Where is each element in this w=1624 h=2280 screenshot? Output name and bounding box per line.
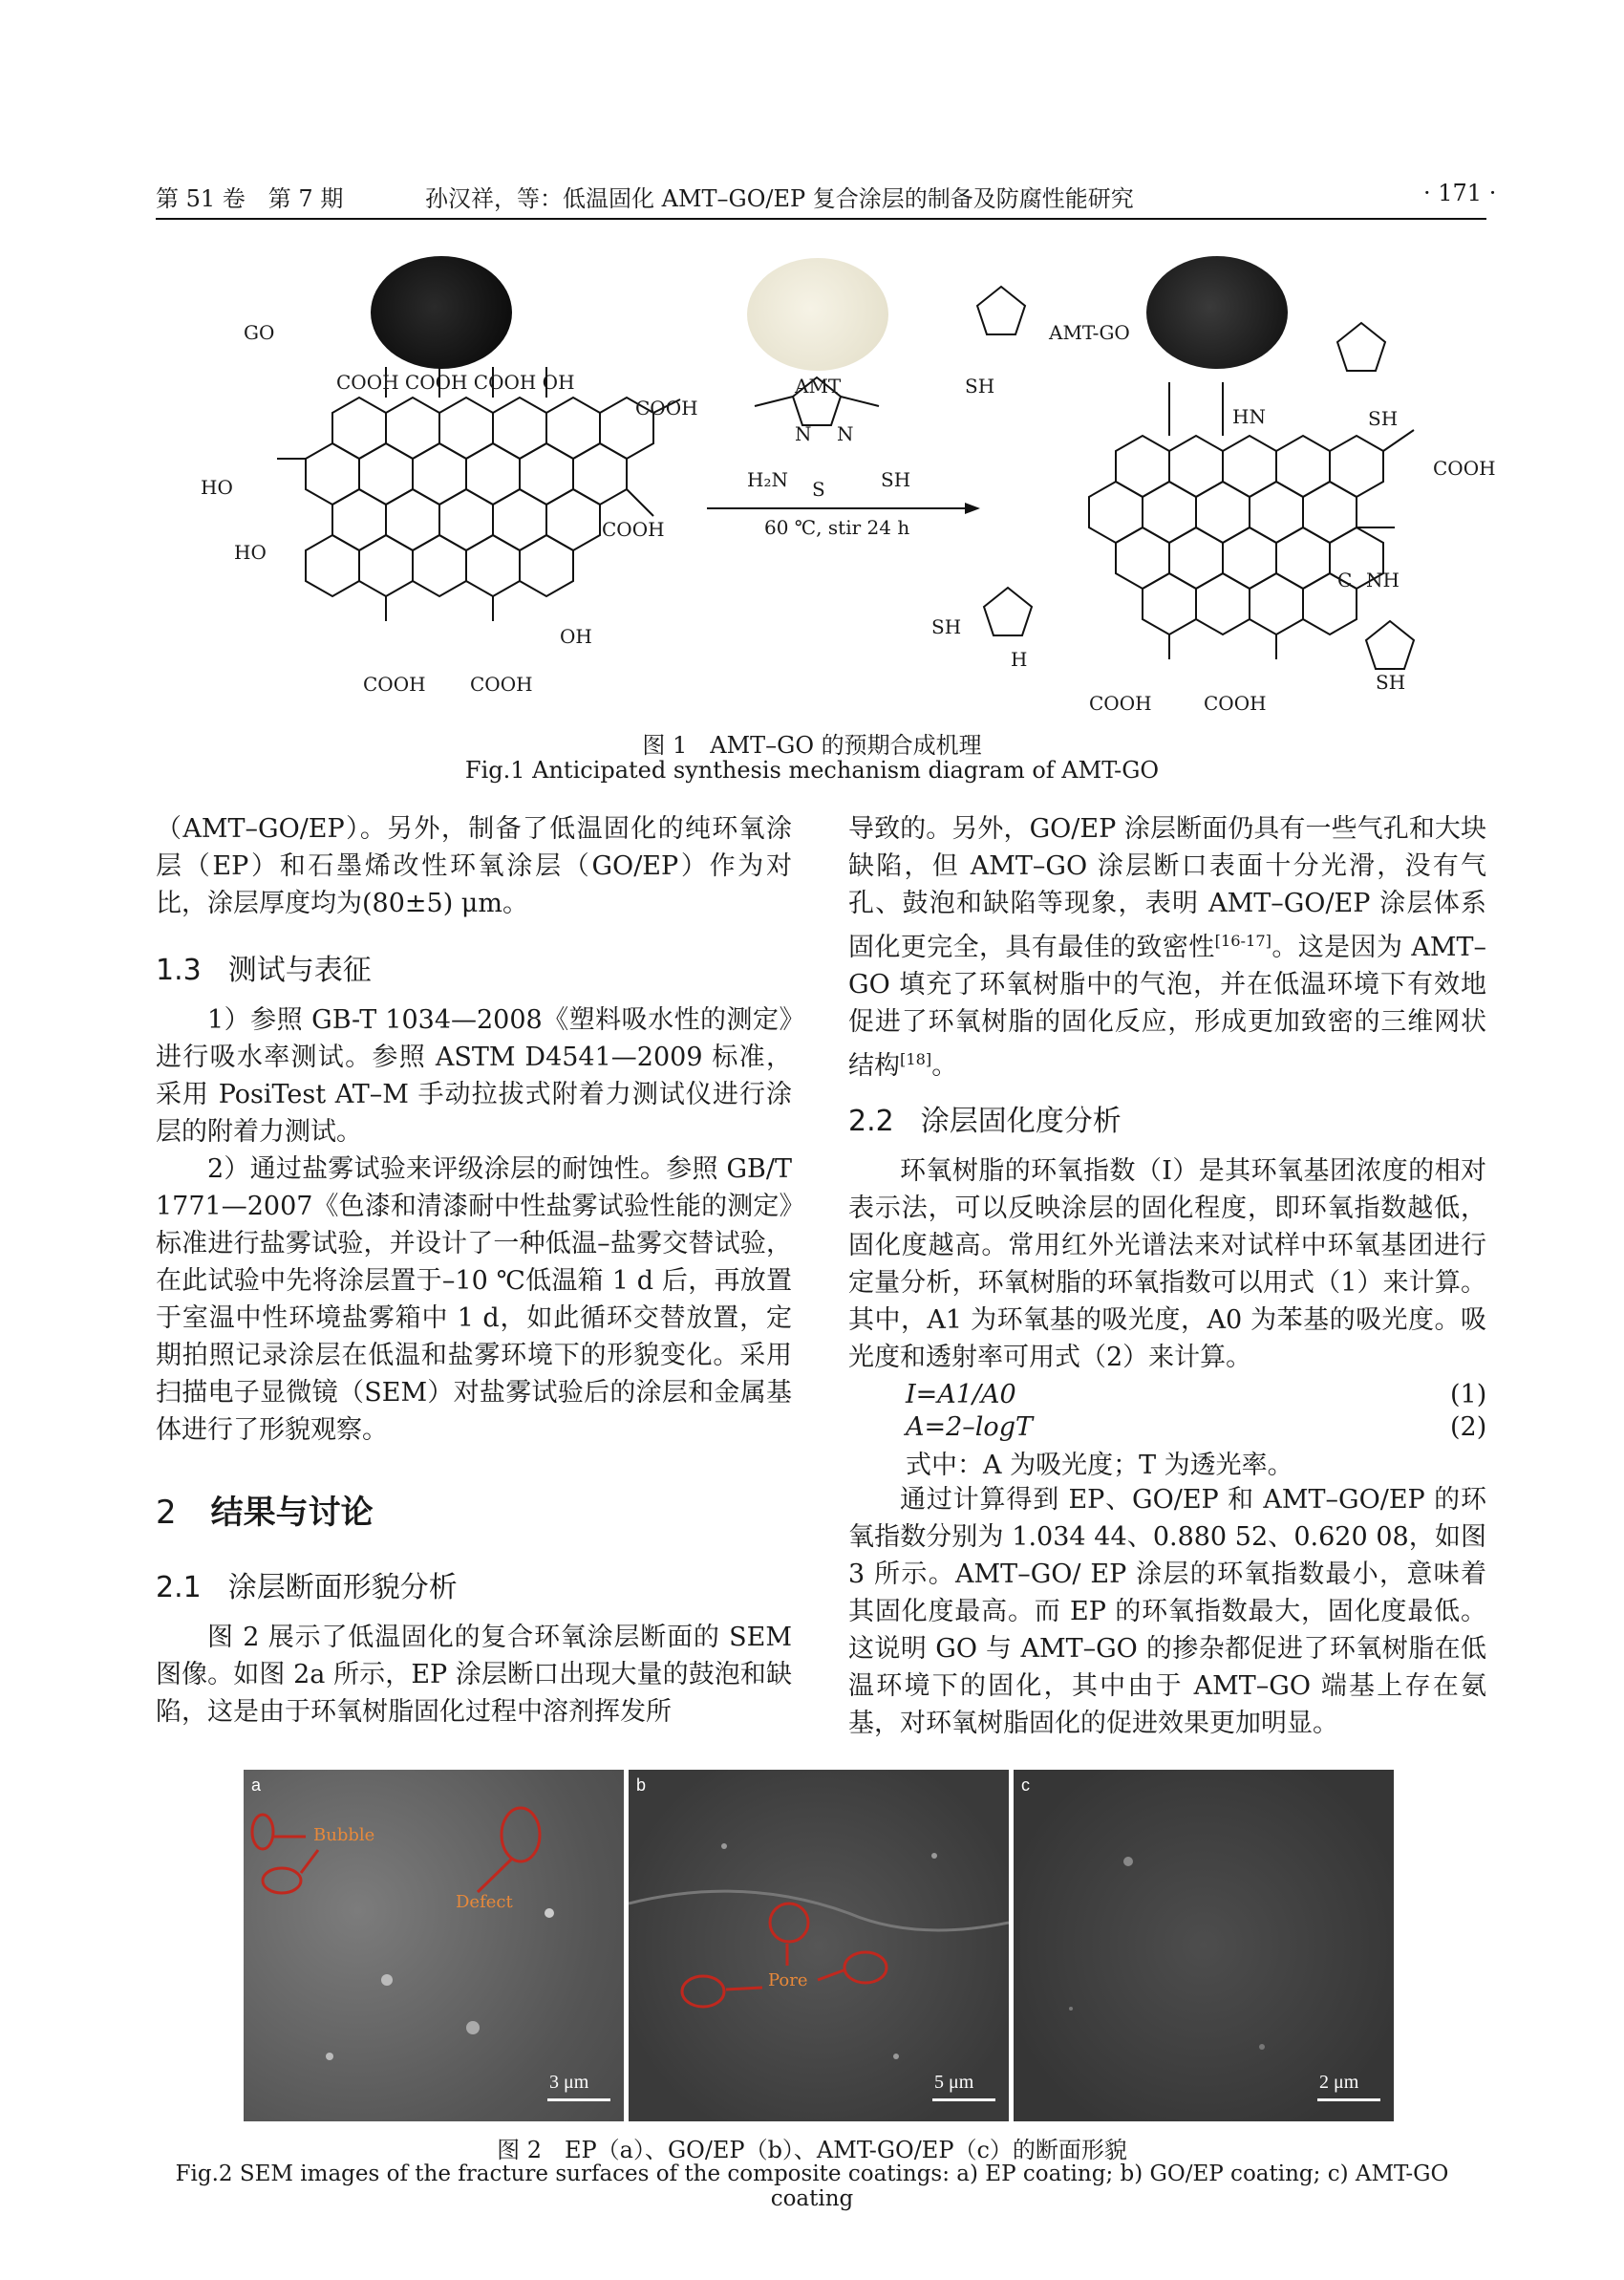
header-rule xyxy=(156,218,1486,220)
sem-image-a xyxy=(244,1770,624,2121)
sem-image-c xyxy=(1014,1770,1394,2121)
left-intro xyxy=(156,810,792,922)
go-structure xyxy=(277,367,680,621)
section-number: 2.1 xyxy=(156,1571,202,1604)
citation[interactable]: [18] xyxy=(900,1050,932,1068)
sem-a-annotations xyxy=(244,1770,624,2121)
amtgo-sh-top: SH xyxy=(965,375,995,398)
amt-left-ring xyxy=(977,287,1025,334)
paragraph-results: 通过计算得到 EP、GO/EP 和 AMT–GO/EP 的环氧指数分别为 1.034 44、0.880 52、0.620 08，如图 3 所示。AMT–GO/ EP 涂层的环氧指数最小，意味着其固化度最高。而 EP 的环氧指数最大，固化度最低。这说明 GO 与 AMT–GO 的掺杂都促进了环氧树脂在低温环境下的固化，其中由于 AMT–GO 端基上存在氨基，对环氧树脂固化的促进效果更加明显。 xyxy=(848,1485,1486,1738)
citation[interactable]: [16-17] xyxy=(1214,932,1271,950)
paragraph-test-1: 1）参照 GB-T 1034—2008《塑料吸水性的测定》进行吸水率测试。参照 ASTM D4541—2009 标准，采用 PosiTest AT–M 手动拉拔式附着力测试仪进行涂层的附着力测试。 xyxy=(156,1005,792,1147)
section-2-2-body xyxy=(848,1152,1486,1376)
amtgo-cooh-right: COOH xyxy=(1433,457,1496,480)
left-intro-text: （AMT–GO/EP）。另外，制备了低温固化的纯环氧涂层（EP）和石墨烯改性环氧涂层（GO/EP）作为对比，涂层厚度均为(80±5) μm。 xyxy=(156,814,792,918)
figure-2-caption-en: Fig.2 SEM images of the fracture surfaces of the composite coatings: a) EP coating; b) GO/EP coating; c) AMT-GO coating xyxy=(175,2162,1449,2211)
equation-note-text: 式中：A 为吸光度；T 为透光率。 xyxy=(906,1451,1293,1480)
figure-1-caption-cn: 图 1 AMT–GO 的预期合成机理 xyxy=(642,732,982,759)
equation-2: A=2–logT xyxy=(906,1412,1033,1442)
reaction-conditions: 60 ℃, stir 24 h xyxy=(764,516,910,539)
section-2-2-heading xyxy=(848,1097,1122,1139)
amtgo-cooh-bottom-2: COOH xyxy=(1204,692,1267,715)
amtgo-nh: NH xyxy=(1366,569,1400,592)
text-run: 导致的。另外，GO/EP 涂层断面仍具有一些气孔和大块缺陷，但 AMT–GO 涂层断口表面十分光滑，没有气孔、鼓泡和缺陷等现象，表明 AMT–GO/EP 涂层体系固化更完全，具有最佳的致密性 xyxy=(848,814,1486,962)
h2n-label: H₂N xyxy=(747,468,788,491)
scale-bar xyxy=(1317,2098,1380,2101)
section-title: 涂层断面形貌分析 xyxy=(227,1571,458,1604)
amtgo-c: C xyxy=(1337,569,1353,592)
sh-label: SH xyxy=(881,468,911,491)
scheme-svg xyxy=(191,239,1462,726)
n-label-2: N xyxy=(837,422,854,445)
section-2-2-results xyxy=(848,1481,1486,1742)
n-label-1: N xyxy=(795,422,812,445)
scale-bar xyxy=(547,2098,610,2101)
figure-1-caption-en: Fig.1 Anticipated synthesis mechanism diagram of AMT-GO xyxy=(464,757,1160,784)
section-1-3-heading xyxy=(156,946,372,988)
section-title: 结果与讨论 xyxy=(210,1494,374,1532)
scale-label: 5 μm xyxy=(934,2072,974,2093)
amt-bottom-right-ring xyxy=(1366,621,1414,669)
amtgo-sh-left: SH xyxy=(931,615,962,638)
amtgo-sh-right: SH xyxy=(1368,407,1399,430)
bubble-label: Bubble xyxy=(313,1825,375,1845)
amt-right-ring xyxy=(1337,323,1385,371)
go-ho-lower: HO xyxy=(234,541,267,564)
go-cooh-right: COOH xyxy=(635,397,698,419)
s-label: S xyxy=(812,478,825,501)
amtgo-hn: HN xyxy=(1232,405,1266,428)
paragraph-test-2: 2）通过盐雾试验来评级涂层的耐蚀性。参照 GB/T 1771—2007《色漆和清漆耐中性盐雾试验性能的测定》标准进行盐雾试验，并设计了一种低温–盐雾交替试验，在此试验中先将涂层置于–10 ℃低温箱 1 d 后，再放置于室温中性环境盐雾箱中 1 d，如此循环交替放置，定期拍照记录涂层在低温和盐雾环境下的形貌变化。采用扫描电子显微镜（SEM）对盐雾试验后的涂层和金属基体进行了形貌观察。 xyxy=(156,1154,792,1445)
pore-label: Pore xyxy=(768,1970,808,1990)
section-2-1-body xyxy=(156,1619,792,1731)
section-number: 1.3 xyxy=(156,954,202,987)
defect-label: Defect xyxy=(456,1892,513,1912)
paragraph-fracture: 图 2 展示了低温固化的复合环氧涂层断面的 SEM 图像。如图 2a 所示，EP 涂层断口出现大量的鼓泡和缺陷，这是由于环氧树脂固化过程中溶剂挥发所 xyxy=(156,1623,792,1727)
equation-note xyxy=(906,1447,1486,1484)
sem-image-b xyxy=(629,1770,1009,2121)
section-title: 测试与表征 xyxy=(227,954,372,987)
panel-label: c xyxy=(1021,1775,1030,1795)
text-run: 。这是因为 AMT–GO 填充了环氧树脂中的气泡，并在低温环境下有效地促进了环氧树脂的固化反应，形成更加致密的三维网状结构 xyxy=(848,933,1486,1081)
section-1-3-body xyxy=(156,1001,792,1449)
equation-1-number: (1) xyxy=(1450,1380,1487,1409)
amt-go-label: AMT-GO xyxy=(1049,321,1130,344)
paragraph-continued xyxy=(848,810,1486,1085)
sem-b-annotations xyxy=(629,1770,1009,2121)
paragraph-epoxy-index: 环氧树脂的环氧指数（I）是其环氧基团浓度的相对表示法，可以反映涂层的固化程度，即环氧指数越低，固化度越高。常用红外光谱法来对试样中环氧基团进行定量分析，环氧树脂的环氧指数可以用式（1）来计算。其中，A1 为环氧基的吸光度，A0 为苯基的吸光度。吸光度和透射率可用式（2）来计算。 xyxy=(848,1156,1486,1372)
panel-label: a xyxy=(251,1775,262,1795)
go-ho-left: HO xyxy=(201,476,233,499)
equation-1: I=A1/A0 xyxy=(906,1380,1016,1409)
text-run: 。 xyxy=(931,1051,958,1081)
go-cooh-row: COOH COOH COOH OH xyxy=(336,371,575,394)
sem-c-marks xyxy=(1014,1770,1394,2121)
amtgo-sh-bottom: SH xyxy=(1376,671,1406,694)
scale-label: 2 μm xyxy=(1319,2072,1359,2093)
header-page: · 171 · xyxy=(1423,180,1497,206)
section-2-heading xyxy=(156,1486,374,1533)
go-label: GO xyxy=(244,321,275,344)
go-cooh-bottom-2: COOH xyxy=(470,673,533,696)
go-cooh-bottom-1: COOH xyxy=(363,673,426,696)
section-2-1-heading xyxy=(156,1563,458,1605)
go-oh-bottom: OH xyxy=(560,625,592,648)
section-number: 2 xyxy=(156,1494,177,1532)
scale-label: 3 μm xyxy=(549,2072,589,2093)
right-continued xyxy=(848,810,1486,1085)
equation-2-number: (2) xyxy=(1450,1412,1487,1442)
section-title: 涂层固化度分析 xyxy=(920,1105,1122,1138)
amt-label: AMT xyxy=(795,375,842,398)
panel-label: b xyxy=(636,1775,647,1795)
amt-bottom-left-ring xyxy=(984,588,1032,635)
section-number: 2.2 xyxy=(848,1105,894,1138)
amtgo-cooh-bottom-1: COOH xyxy=(1089,692,1152,715)
figure-2-caption-cn: 图 2 EP（a）、GO/EP（b）、AMT-GO/EP（c）的断面形貌 xyxy=(497,2137,1127,2163)
amtgo-h: H xyxy=(1011,648,1028,671)
header-volume: 第 51 卷 第 7 期 xyxy=(156,185,344,212)
scale-bar xyxy=(932,2098,995,2101)
header-title: 孙汉祥，等：低温固化 AMT–GO/EP 复合涂层的制备及防腐性能研究 xyxy=(425,185,1134,212)
go-cooh-mid: COOH xyxy=(602,518,665,541)
figure-1 xyxy=(191,239,1496,726)
